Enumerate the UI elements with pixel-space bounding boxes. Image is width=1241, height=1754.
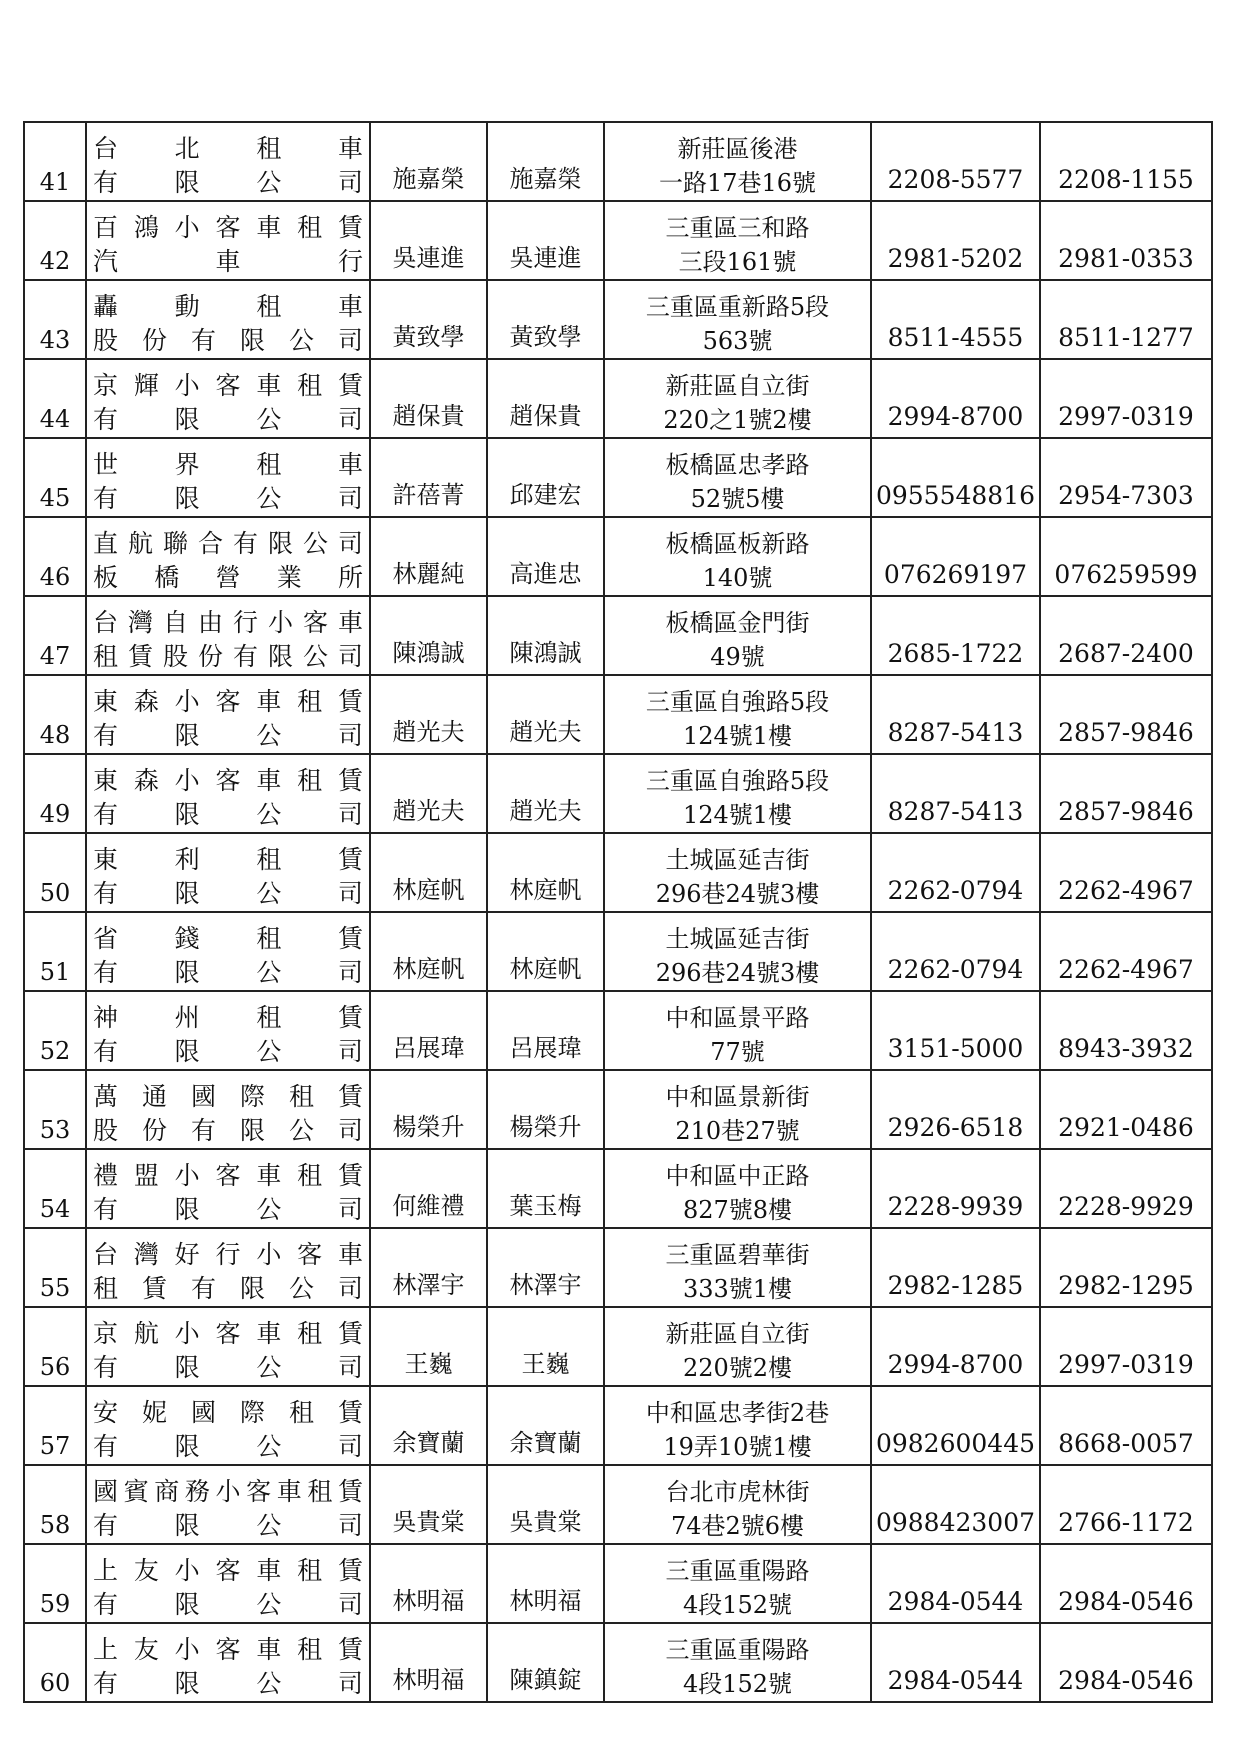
company-name-line-1: 百鴻小客車租賃 xyxy=(93,213,363,242)
table-row xyxy=(24,122,1212,201)
address xyxy=(604,438,871,517)
table-row xyxy=(24,1465,1212,1544)
table-row xyxy=(24,201,1212,280)
representative: 何維禮 xyxy=(370,1149,487,1228)
phone-number: 2981-5202 xyxy=(871,201,1040,280)
manager: 林澤宇 xyxy=(487,1228,604,1307)
company-name-line-1: 省錢租賃 xyxy=(93,924,363,953)
address-line-1: 土城區延吉街 xyxy=(665,925,810,953)
address-line-1: 三重區自強路5段 xyxy=(645,688,830,716)
manager: 邱建宏 xyxy=(487,438,604,517)
company-name xyxy=(86,1070,370,1149)
phone-number: 3151-5000 xyxy=(871,991,1040,1070)
table-row xyxy=(24,1307,1212,1386)
address-line-1: 三重區重陽路 xyxy=(665,1636,810,1664)
address xyxy=(604,1544,871,1623)
row-number: 41 xyxy=(24,122,86,201)
manager: 呂展瑋 xyxy=(487,991,604,1070)
address xyxy=(604,991,871,1070)
fax-number: 2982-1295 xyxy=(1040,1228,1212,1307)
row-number: 52 xyxy=(24,991,86,1070)
representative: 趙光夫 xyxy=(370,754,487,833)
company-name-line-2: 汽車行 xyxy=(93,247,363,276)
company-name-line-1: 世界租車 xyxy=(93,450,363,479)
company-name xyxy=(86,1307,370,1386)
representative: 王巍 xyxy=(370,1307,487,1386)
address-line-1: 三重區自強路5段 xyxy=(645,767,830,795)
manager: 王巍 xyxy=(487,1307,604,1386)
address xyxy=(604,1307,871,1386)
address-line-1: 新莊區自立街 xyxy=(665,1320,810,1348)
address xyxy=(604,1149,871,1228)
row-number: 57 xyxy=(24,1386,86,1465)
representative: 林庭帆 xyxy=(370,833,487,912)
company-name-line-2: 有限公司 xyxy=(93,958,363,987)
phone-number: 076269197 xyxy=(871,517,1040,596)
representative: 余寶蘭 xyxy=(370,1386,487,1465)
row-number: 50 xyxy=(24,833,86,912)
table-row xyxy=(24,1386,1212,1465)
manager: 吳連進 xyxy=(487,201,604,280)
row-number: 44 xyxy=(24,359,86,438)
company-name-line-2: 有限公司 xyxy=(93,1037,363,1066)
phone-number: 2982-1285 xyxy=(871,1228,1040,1307)
company-name-line-1: 東森小客車租賃 xyxy=(93,766,363,795)
company-name-line-2: 有限公司 xyxy=(93,800,363,829)
address xyxy=(604,912,871,991)
company-name-line-1: 禮盟小客車租賃 xyxy=(93,1161,363,1190)
address xyxy=(604,1070,871,1149)
company-name-line-2: 有限公司 xyxy=(93,721,363,750)
company-name-line-2: 租賃有限公司 xyxy=(93,1274,363,1303)
address-line-2: 220號2樓 xyxy=(682,1354,793,1382)
phone-number: 2984-0544 xyxy=(871,1544,1040,1623)
company-name-line-2: 有限公司 xyxy=(93,484,363,513)
company-name-line-2: 租賃股份有限公司 xyxy=(93,642,363,671)
manager: 黃致學 xyxy=(487,280,604,359)
representative: 林麗純 xyxy=(370,517,487,596)
table-row xyxy=(24,359,1212,438)
fax-number: 2228-9929 xyxy=(1040,1149,1212,1228)
address-line-2: 140號 xyxy=(702,564,773,592)
address-line-2: 210巷27號 xyxy=(675,1117,800,1145)
representative: 黃致學 xyxy=(370,280,487,359)
table-row xyxy=(24,1623,1212,1702)
phone-number: 8511-4555 xyxy=(871,280,1040,359)
representative: 呂展瑋 xyxy=(370,991,487,1070)
company-name xyxy=(86,1149,370,1228)
row-number: 46 xyxy=(24,517,86,596)
company-name-line-1: 上友小客車租賃 xyxy=(93,1556,363,1585)
fax-number: 2997-0319 xyxy=(1040,1307,1212,1386)
company-name xyxy=(86,122,370,201)
company-name-line-1: 台灣好行小客車 xyxy=(93,1240,363,1269)
address-line-1: 中和區忠孝街2巷 xyxy=(645,1399,830,1427)
company-name-line-2: 有限公司 xyxy=(93,1511,363,1540)
company-name-line-2: 有限公司 xyxy=(93,879,363,908)
phone-number: 2984-0544 xyxy=(871,1623,1040,1702)
company-name-line-2: 有限公司 xyxy=(93,405,363,434)
address-line-2: 77號 xyxy=(710,1038,765,1066)
row-number: 45 xyxy=(24,438,86,517)
address-line-1: 板橋區金門街 xyxy=(665,609,810,637)
company-name xyxy=(86,517,370,596)
company-name xyxy=(86,1623,370,1702)
company-name-line-1: 東利租賃 xyxy=(93,845,363,874)
row-number: 48 xyxy=(24,675,86,754)
address-line-1: 三重區三和路 xyxy=(665,214,810,242)
address xyxy=(604,517,871,596)
address-line-1: 三重區重陽路 xyxy=(665,1557,810,1585)
manager: 吳貴棠 xyxy=(487,1465,604,1544)
company-name-line-2: 有限公司 xyxy=(93,1669,363,1698)
address-line-1: 中和區中正路 xyxy=(665,1162,810,1190)
representative: 許蓓菁 xyxy=(370,438,487,517)
company-name-line-1: 京航小客車租賃 xyxy=(93,1319,363,1348)
company-name xyxy=(86,359,370,438)
phone-number: 2685-1722 xyxy=(871,596,1040,675)
phone-number: 0988423007 xyxy=(871,1465,1040,1544)
address xyxy=(604,201,871,280)
address-line-1: 新莊區後港 xyxy=(677,135,798,163)
manager: 施嘉榮 xyxy=(487,122,604,201)
address xyxy=(604,122,871,201)
row-number: 60 xyxy=(24,1623,86,1702)
manager: 楊榮升 xyxy=(487,1070,604,1149)
address-line-1: 土城區延吉街 xyxy=(665,846,810,874)
address-line-2: 52號5樓 xyxy=(690,485,785,513)
phone-number: 2262-0794 xyxy=(871,833,1040,912)
company-name xyxy=(86,1544,370,1623)
company-name-line-2: 股份有限公司 xyxy=(93,326,363,355)
fax-number: 2766-1172 xyxy=(1040,1465,1212,1544)
manager: 趙光夫 xyxy=(487,754,604,833)
table-row xyxy=(24,438,1212,517)
company-name xyxy=(86,1228,370,1307)
manager: 林明福 xyxy=(487,1544,604,1623)
table-row xyxy=(24,1149,1212,1228)
company-name-line-2: 有限公司 xyxy=(93,1195,363,1224)
manager: 林庭帆 xyxy=(487,833,604,912)
address-line-1: 三重區重新路5段 xyxy=(645,293,830,321)
fax-number: 076259599 xyxy=(1040,517,1212,596)
representative: 陳鴻誠 xyxy=(370,596,487,675)
address-line-2: 124號1樓 xyxy=(682,801,793,829)
table-body xyxy=(24,122,1212,1702)
table-row xyxy=(24,1228,1212,1307)
fax-number: 2687-2400 xyxy=(1040,596,1212,675)
address-line-2: 296巷24號3樓 xyxy=(655,959,820,987)
company-name xyxy=(86,280,370,359)
representative: 林澤宇 xyxy=(370,1228,487,1307)
address-line-2: 一路17巷16號 xyxy=(658,169,817,197)
address-line-2: 74巷2號6樓 xyxy=(670,1512,805,1540)
address-line-2: 4段152號 xyxy=(682,1591,793,1619)
representative: 楊榮升 xyxy=(370,1070,487,1149)
row-number: 58 xyxy=(24,1465,86,1544)
company-name-line-1: 台北租車 xyxy=(93,134,363,163)
fax-number: 2981-0353 xyxy=(1040,201,1212,280)
manager: 葉玉梅 xyxy=(487,1149,604,1228)
address-line-2: 49號 xyxy=(710,643,765,671)
phone-number: 2208-5577 xyxy=(871,122,1040,201)
address-line-1: 台北市虎林街 xyxy=(665,1478,810,1506)
company-name-line-2: 股份有限公司 xyxy=(93,1116,363,1145)
phone-number: 2994-8700 xyxy=(871,359,1040,438)
fax-number: 8511-1277 xyxy=(1040,280,1212,359)
representative: 趙光夫 xyxy=(370,675,487,754)
address-line-1: 中和區景平路 xyxy=(665,1004,810,1032)
row-number: 47 xyxy=(24,596,86,675)
row-number: 49 xyxy=(24,754,86,833)
manager: 高進忠 xyxy=(487,517,604,596)
fax-number: 2208-1155 xyxy=(1040,122,1212,201)
address-line-2: 19弄10號1樓 xyxy=(663,1433,812,1461)
row-number: 54 xyxy=(24,1149,86,1228)
address xyxy=(604,833,871,912)
phone-number: 2994-8700 xyxy=(871,1307,1040,1386)
table-row xyxy=(24,280,1212,359)
address-line-1: 新莊區自立街 xyxy=(665,372,810,400)
address-line-2: 220之1號2樓 xyxy=(663,406,812,434)
representative: 施嘉榮 xyxy=(370,122,487,201)
company-name-line-2: 有限公司 xyxy=(93,1353,363,1382)
table-row xyxy=(24,833,1212,912)
fax-number: 2857-9846 xyxy=(1040,754,1212,833)
manager: 余寶蘭 xyxy=(487,1386,604,1465)
table-row xyxy=(24,1070,1212,1149)
phone-number: 8287-5413 xyxy=(871,675,1040,754)
company-name-line-2: 有限公司 xyxy=(93,168,363,197)
address-line-1: 板橋區板新路 xyxy=(665,530,810,558)
address xyxy=(604,1386,871,1465)
company-name xyxy=(86,201,370,280)
fax-number: 2954-7303 xyxy=(1040,438,1212,517)
representative: 林庭帆 xyxy=(370,912,487,991)
fax-number: 2984-0546 xyxy=(1040,1544,1212,1623)
phone-number: 0955548816 xyxy=(871,438,1040,517)
address-line-2: 563號 xyxy=(702,327,773,355)
company-name-line-1: 轟動租車 xyxy=(93,292,363,321)
address-line-2: 124號1樓 xyxy=(682,722,793,750)
fax-number: 2857-9846 xyxy=(1040,675,1212,754)
address-line-2: 296巷24號3樓 xyxy=(655,880,820,908)
address-line-1: 中和區景新街 xyxy=(665,1083,810,1111)
representative: 林明福 xyxy=(370,1544,487,1623)
company-name-line-1: 國賓商務小客車租賃 xyxy=(93,1477,363,1506)
address-line-2: 827號8樓 xyxy=(682,1196,793,1224)
address xyxy=(604,754,871,833)
address-line-2: 333號1樓 xyxy=(682,1275,793,1303)
address xyxy=(604,1228,871,1307)
address-line-2: 三段161號 xyxy=(678,248,797,276)
company-name xyxy=(86,1386,370,1465)
fax-number: 8943-3932 xyxy=(1040,991,1212,1070)
fax-number: 2921-0486 xyxy=(1040,1070,1212,1149)
address xyxy=(604,359,871,438)
fax-number: 2997-0319 xyxy=(1040,359,1212,438)
company-name-line-2: 有限公司 xyxy=(93,1590,363,1619)
table-row xyxy=(24,596,1212,675)
phone-number: 8287-5413 xyxy=(871,754,1040,833)
table-row xyxy=(24,675,1212,754)
phone-number: 2262-0794 xyxy=(871,912,1040,991)
row-number: 59 xyxy=(24,1544,86,1623)
company-name xyxy=(86,991,370,1070)
address-line-1: 板橋區忠孝路 xyxy=(665,451,810,479)
fax-number: 2262-4967 xyxy=(1040,833,1212,912)
fax-number: 2262-4967 xyxy=(1040,912,1212,991)
company-name-line-2: 有限公司 xyxy=(93,1432,363,1461)
manager: 趙保貴 xyxy=(487,359,604,438)
manager: 趙光夫 xyxy=(487,675,604,754)
manager: 林庭帆 xyxy=(487,912,604,991)
manager: 陳鎮錠 xyxy=(487,1623,604,1702)
representative: 趙保貴 xyxy=(370,359,487,438)
row-number: 51 xyxy=(24,912,86,991)
representative: 林明福 xyxy=(370,1623,487,1702)
table-row xyxy=(24,991,1212,1070)
company-name-line-1: 東森小客車租賃 xyxy=(93,687,363,716)
company-name-line-2: 板橋營業所 xyxy=(93,563,363,592)
row-number: 43 xyxy=(24,280,86,359)
company-name xyxy=(86,438,370,517)
address xyxy=(604,675,871,754)
table-row xyxy=(24,912,1212,991)
phone-number: 2228-9939 xyxy=(871,1149,1040,1228)
company-name xyxy=(86,596,370,675)
company-name-line-1: 安妮國際租賃 xyxy=(93,1398,363,1427)
table-row xyxy=(24,754,1212,833)
manager: 陳鴻誠 xyxy=(487,596,604,675)
row-number: 42 xyxy=(24,201,86,280)
company-name-line-1: 直航聯合有限公司 xyxy=(93,529,363,558)
fax-number: 2984-0546 xyxy=(1040,1623,1212,1702)
address xyxy=(604,596,871,675)
address xyxy=(604,1465,871,1544)
fax-number: 8668-0057 xyxy=(1040,1386,1212,1465)
company-name xyxy=(86,675,370,754)
phone-number: 0982600445 xyxy=(871,1386,1040,1465)
address-line-2: 4段152號 xyxy=(682,1670,793,1698)
phone-number: 2926-6518 xyxy=(871,1070,1040,1149)
representative: 吳連進 xyxy=(370,201,487,280)
table-row xyxy=(24,517,1212,596)
company-name-line-1: 神州租賃 xyxy=(93,1003,363,1032)
company-name xyxy=(86,754,370,833)
rental-company-table xyxy=(23,121,1213,1703)
table-row xyxy=(24,1544,1212,1623)
address xyxy=(604,1623,871,1702)
row-number: 53 xyxy=(24,1070,86,1149)
company-name-line-1: 京輝小客車租賃 xyxy=(93,371,363,400)
company-name-line-1: 上友小客車租賃 xyxy=(93,1635,363,1664)
company-name xyxy=(86,833,370,912)
row-number: 56 xyxy=(24,1307,86,1386)
address xyxy=(604,280,871,359)
row-number: 55 xyxy=(24,1228,86,1307)
company-name xyxy=(86,1465,370,1544)
address-line-1: 三重區碧華街 xyxy=(665,1241,810,1269)
company-name-line-1: 台灣自由行小客車 xyxy=(93,608,363,637)
company-name-line-1: 萬通國際租賃 xyxy=(93,1082,363,1111)
representative: 吳貴棠 xyxy=(370,1465,487,1544)
company-name xyxy=(86,912,370,991)
